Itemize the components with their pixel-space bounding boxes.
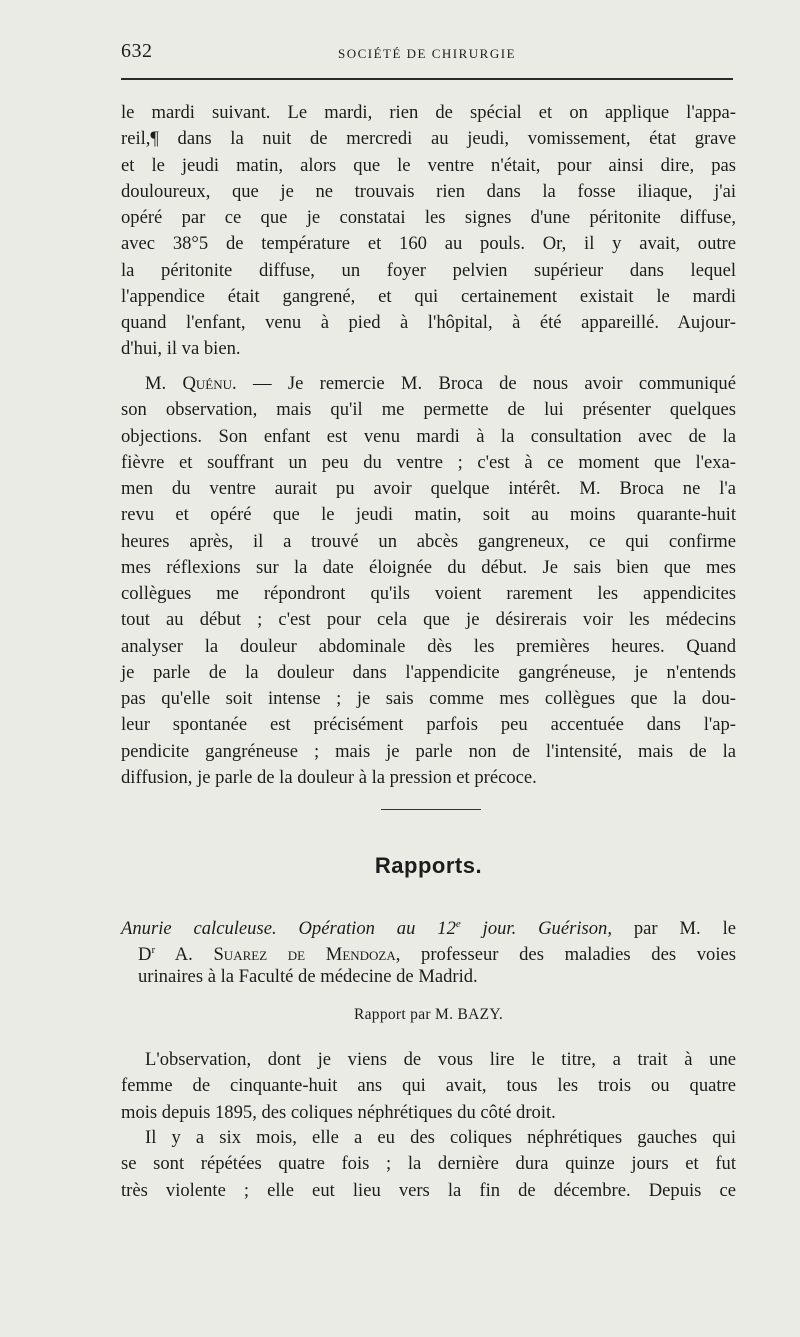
text-line: son observation, mais qu'il me permette de lui présenter quelques <box>121 399 736 421</box>
text-line: avec 38°5 de température et 160 au pouls. Or, il y avait, outre <box>121 233 736 255</box>
doctor-abbrev-sup: r <box>151 944 156 957</box>
text-line: d'hui, il va bien. <box>121 338 241 360</box>
section-title: Rapports. <box>374 853 483 878</box>
text-line: pendicite gangréneuse ; mais je parle non de l'intensité, mais de la <box>121 740 736 762</box>
text-line: femme de cinquante-huit ans qui avait, tous les trois ou quatre <box>121 1075 736 1097</box>
text-line: opéré par ce que je constatai les signes d'une péritonite diffuse, <box>121 207 736 228</box>
paragraph-quenu <box>121 371 736 791</box>
text-line: je parle de la douleur dans l'appendicite gangréneuse, je n'entends <box>121 661 736 683</box>
text-line: men du ventre aurait pu avoir quelque intérêt. M. Broca ne l'a <box>121 478 736 499</box>
text-line: heures après, il a trouvé un abcès gangreneux, ce qui confirme <box>121 530 736 552</box>
paragraph-history <box>121 1125 736 1204</box>
text-line: le mardi suivant. Le mardi, rien de spécial et on applique l'appa- <box>121 102 736 123</box>
author-affiliation: , professeur des maladies des voies <box>395 944 736 966</box>
speaker-line-rest: . — Je remercie M. Broca de nous avoir communiqué <box>232 373 736 394</box>
text-line: l'appendice était gangrené, et qui certainement existait le mardi <box>121 285 736 307</box>
report-title-byline: par M. le <box>612 918 736 940</box>
report-title-italic-2: jour. Guérison, <box>460 918 612 940</box>
report-title-italic: Anurie calculeuse. Opération au 12 <box>121 918 456 940</box>
author-initial: A. <box>155 944 214 966</box>
author-surname-1: Suarez <box>213 944 268 966</box>
running-title: SOCIÉTÉ DE CHIRURGIE <box>337 46 517 61</box>
text-line: objections. Son enfant est venu mardi à la consultation avec de la <box>121 425 736 447</box>
report-title <box>121 911 736 990</box>
text-line: très violente ; elle eut lieu vers la fin de décembre. Depuis ce <box>121 1179 736 1201</box>
text-line: pas qu'elle soit intense ; je sais comme mes collègues que la dou- <box>121 688 736 709</box>
text-line: se sont répétées quatre fois ; la dernière dura quinze jours et fut <box>121 1153 736 1175</box>
text-line: leur spontanée est précisément parfois peu accentuée dans l'ap- <box>121 714 736 736</box>
text-line <box>121 371 736 397</box>
author-particle: de <box>267 944 326 966</box>
text-line: et le jeudi matin, alors que le ventre n'était, pour ainsi dire, pas <box>121 154 736 176</box>
author-surname-2: Mendoza <box>325 944 396 966</box>
doctor-abbrev: D <box>138 944 152 966</box>
text-line: Il y a six mois, elle a eu des coliques néphrétiques gauches qui <box>145 1127 736 1148</box>
text-line: reil,¶ dans la nuit de mercredi au jeudi, vomissement, état grave <box>121 128 736 150</box>
text-line: urinaires à la Faculté de médecine de Madrid. <box>138 965 478 987</box>
report-by: Rapport par M. BAZY. <box>353 1006 504 1023</box>
report-title-superscript: e <box>455 918 461 930</box>
section-separator <box>381 809 481 810</box>
paragraph-continued <box>121 100 736 363</box>
text-line: tout au début ; c'est pour cela que je désirerais voir les médecins <box>121 609 736 631</box>
text-line: analyser la douleur abdominale dès les premières heures. Quand <box>121 635 736 657</box>
text-line: la péritonite diffuse, un foyer pelvien supérieur dans lequel <box>121 259 736 281</box>
text-line: quand l'enfant, venu à pied à l'hôpital, à été appareillé. Aujour- <box>121 312 736 333</box>
text-line: fièvre et souffrant un peu du ventre ; c'est à ce moment que l'exa- <box>121 451 736 473</box>
text-line: L'observation, dont je viens de vous lire le titre, a trait à une <box>145 1049 736 1070</box>
speaker-name: Quénu <box>182 373 233 394</box>
header-rule <box>121 78 733 80</box>
text-line: mois depuis 1895, des coliques néphrétiques du côté droit. <box>121 1101 556 1123</box>
text-line: mes réflexions sur la date éloignée du début. Je sais bien que mes <box>121 556 736 578</box>
text-line: douloureux, que je ne trouvais rien dans la fosse iliaque, j'ai <box>121 180 736 202</box>
text-line <box>121 911 736 940</box>
text-line: collègues me répondront qu'ils voient rarement les appendicites <box>121 583 736 604</box>
paragraph-observation <box>121 1047 736 1126</box>
text-line <box>121 937 736 966</box>
text-line: diffusion, je parle de la douleur à la pression et précoce. <box>121 766 537 788</box>
text-line: revu et opéré que le jeudi matin, soit au moins quarante-huit <box>121 504 736 526</box>
page-header <box>121 40 733 74</box>
speaker-prefix: M. <box>145 373 183 394</box>
page-number: 632 <box>121 40 153 62</box>
